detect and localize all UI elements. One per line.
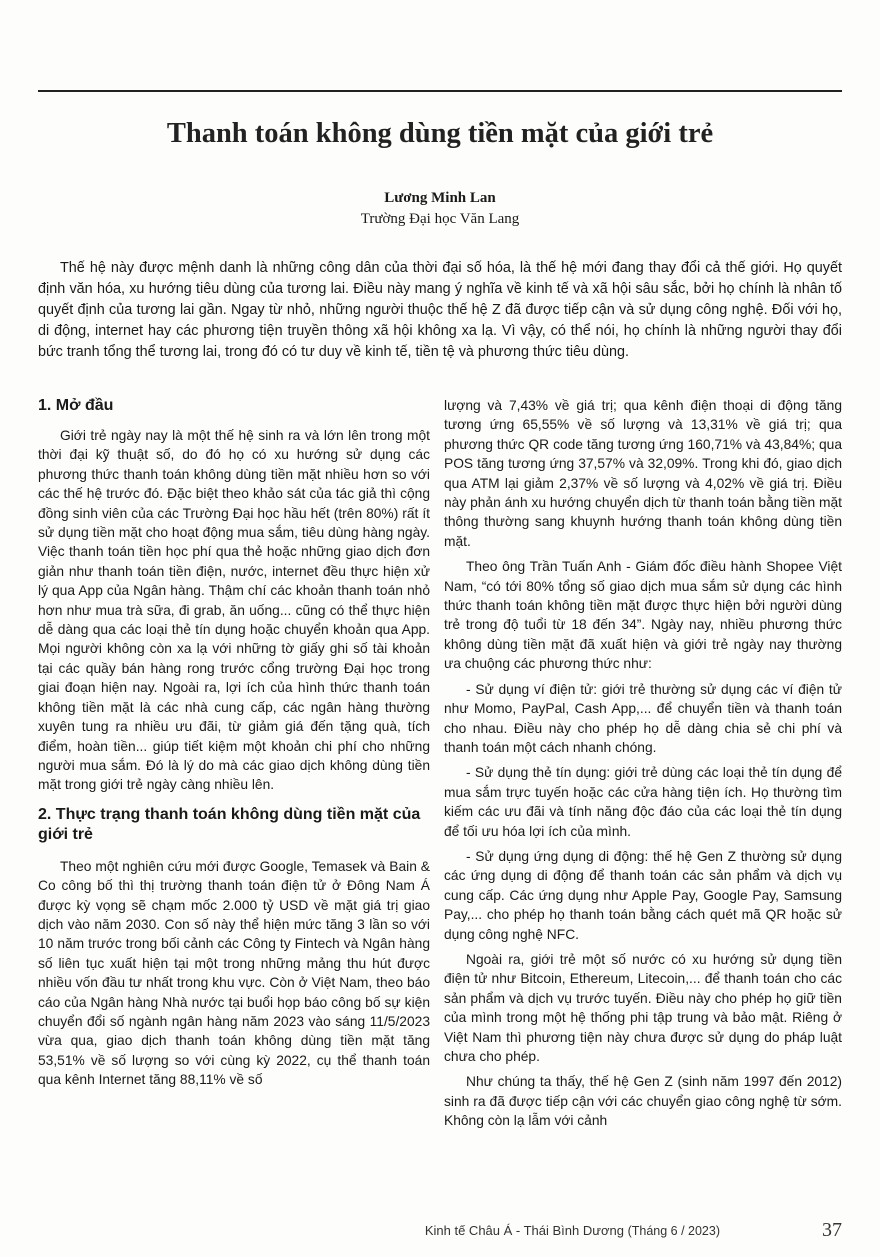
section-heading-intro: 1. Mở đầu <box>38 397 114 414</box>
list-item: - Sử dụng thẻ tín dụng: giới trẻ dùng các loại thẻ tín dụng để mua sắm trực tuyến hoặc các cửa hàng tiện ích. Họ thường tìm kiếm các ưu đãi và tính năng độc đáo của các loại thẻ tín dụng để tối ưu hóa lợi ích của mình. <box>444 765 842 839</box>
article-title: Thanh toán không dùng tiền mặt của giới trẻ <box>166 118 714 149</box>
list-item: - Sử dụng ví điện tử: giới trẻ thường sử dụng các ví điện tử như Momo, PayPal, Cash App,... để chuyển tiền và thanh toán cho nhau. Điều này cho phép họ dễ dàng chia sẻ chi phí và thanh toán một cách nhanh chóng. <box>444 681 842 755</box>
author-name: Lương Minh Lan <box>384 190 496 206</box>
left-column <box>38 396 430 1096</box>
paragraph: lượng và 7,43% về giá trị; qua kênh điện thoại di động tăng tương ứng 65,55% về số lượng và 13,31% về giá trị; qua phương thức QR code tăng tương ứng 160,71% và 43,84%; qua POS tăng tương ứng 37,57% và 32,09%. Trong khi đó, giao dịch qua ATM lại giảm 2,37% về số lượng và 4,02% về giá trị. Điều này phản ánh xu hướng chuyển dịch từ thanh toán bằng tiền mặt thông thường sang khuynh hướng thanh toán không dùng tiền mặt. <box>444 398 843 549</box>
page-footer <box>0 1219 880 1243</box>
right-column <box>444 396 842 1137</box>
journal-name <box>425 1223 720 1238</box>
paragraph: Theo ông Trần Tuấn Anh - Giám đốc điều hành Shopee Việt Nam, “có tới 80% tổng số giao dịch mua sắm sử dụng các hình thức thanh toán không tiền mặt được thực hiện bởi người dùng trẻ trong độ tuổi từ 18 đến 34”. Ngày nay, nhiều phương thức không dùng tiền mặt đã xuất hiện và giới trẻ ngày nay thường ưa chuộng các phương thức như: <box>444 559 842 672</box>
paragraph: Như chúng ta thấy, thế hệ Gen Z (sinh năm 1997 đến 2012) sinh ra đã được tiếp cận với các chuyển giao công nghệ từ sớm. Không còn lạ lẫm với cảnh <box>444 1074 842 1129</box>
page-number: 37 <box>822 1219 842 1241</box>
journal-issue: (Tháng 6 / 2023) <box>627 1224 720 1238</box>
author-affiliation: Trường Đại học Văn Lang <box>360 211 520 227</box>
paragraph: Giới trẻ ngày nay là một thế hệ sinh ra và lớn lên trong một thời đại kỹ thuật số, do đó họ có xu hướng sử dụng các phương thức thanh toán không dùng tiền mặt nhiều hơn so với các thế hệ trước đó. Đặc biệt theo khảo sát của tác giả thì cộng đồng sinh viên của các Trường Đại học hầu hết (trên 80%) rất ít sử dụng tiền mặt cho hoạt động mua sắm, tiêu dùng hàng ngày. Việc thanh toán tiền học phí qua thẻ hoặc những giao dịch đơn giản như thanh toán tiền điện, nước, internet đều thực hiện xử lý qua App của Ngân hàng. Thậm chí các khoản thanh toán nhỏ hơn như mua trà sữa, đi grab, ăn uống... cũng có thể thực hiện dễ dàng qua các loại thẻ tín dụng hoặc chuyển khoản qua App. Mọi người không còn xa lạ với những tờ giấy ghi số tài khoản tại các quầy bán hàng rong trước cổng trường Đại học trong giai đoạn hiện nay. Ngoài ra, lợi ích của hình thức thanh toán không tiền mặt là các nhà cung cấp, các ngân hàng thường xuyên tung ra nhiều ưu đãi, từ giảm giá đến tặng quà, tích điểm, hoàn tiền... giúp tiết kiệm một khoản chi phí cho những người mua sắm. Đó là lý do mà các giao dịch không dùng tiền mặt trong giới trẻ ngày càng nhiều lên. <box>38 428 430 793</box>
section-heading-status: 2. Thực trạng thanh toán không dùng tiền mặt của giới trẻ <box>38 805 421 843</box>
abstract: Thế hệ này được mệnh danh là những công dân của thời đại số hóa, là thế hệ mới đang thay đổi cả thế giới. Họ quyết định văn hóa, xu hướng tiêu dùng của tương lai. Điều này mang ý nghĩa về kinh tế và xã hội sâu sắc, bởi họ chính là nhân tố quyết định của tương lai gần. Ngay từ nhỏ, những người thuộc thế hệ Z đã được tiếp cận và sử dụng công nghệ. Đối với họ, di động, internet hay các phương tiện truyền thông xã hội không xa lạ. Vì vậy, có thể nói, họ chính là những người thay đổi bức tranh tổng thể tương lai, trong đó có tư duy về kinh tế, tiền tệ và phương thức tiêu dùng. <box>38 260 842 360</box>
header-rule <box>38 90 842 92</box>
paragraph: Ngoài ra, giới trẻ một số nước có xu hướng sử dụng tiền điện tử như Bitcoin, Ethereum, Litecoin,... để thanh toán cho các sản phẩm và dịch vụ trước tuyến. Điều này cho phép họ giữ tiền của mình trong một hệ thống phi tập trung và bảo mật. Riêng ở Việt Nam thì phương tiện này chưa được sử dụng do pháp luật chưa cho phép. <box>444 951 842 1064</box>
list-item: - Sử dụng ứng dụng di động: thế hệ Gen Z thường sử dụng các ứng dụng di động để thanh toán các sản phẩm và dịch vụ cung cấp. Các ứng dụng như Apple Pay, Google Pay, Samsung Pay,... cho phép họ thanh toán bằng cách quét mã QR hoặc sử dụng công nghệ NFC. <box>444 848 842 942</box>
paragraph: Theo một nghiên cứu mới được Google, Temasek và Bain & Co công bố thì thị trường thanh toán điện tử ở Đông Nam Á được kỳ vọng sẽ chạm mốc 2.000 tỷ USD về mặt giá trị giao dịch vào năm 2030. Con số này thể hiện mức tăng 3 lần so với 10 năm trước trong bối cảnh các Công ty Fintech và Ngân hàng số liên tục xuất hiện tại một trong những mảng thu hút được nhiều vốn đầu tư nhất trong khu vực. Còn ở Việt Nam, theo báo cáo của Ngân hàng Nhà nước tại buổi họp báo công bố sự kiện chuyển đổi số ngành ngân hàng năm 2023 vào sáng 11/5/2023 vừa qua, giao dịch thanh toán không dùng tiền mặt tăng 53,51% về số lượng so với cùng kỳ 2022, cụ thể thanh toán qua kênh Internet tăng 88,11% về số <box>38 858 430 1088</box>
journal-title: Kinh tế Châu Á - Thái Bình Dương <box>424 1223 624 1238</box>
